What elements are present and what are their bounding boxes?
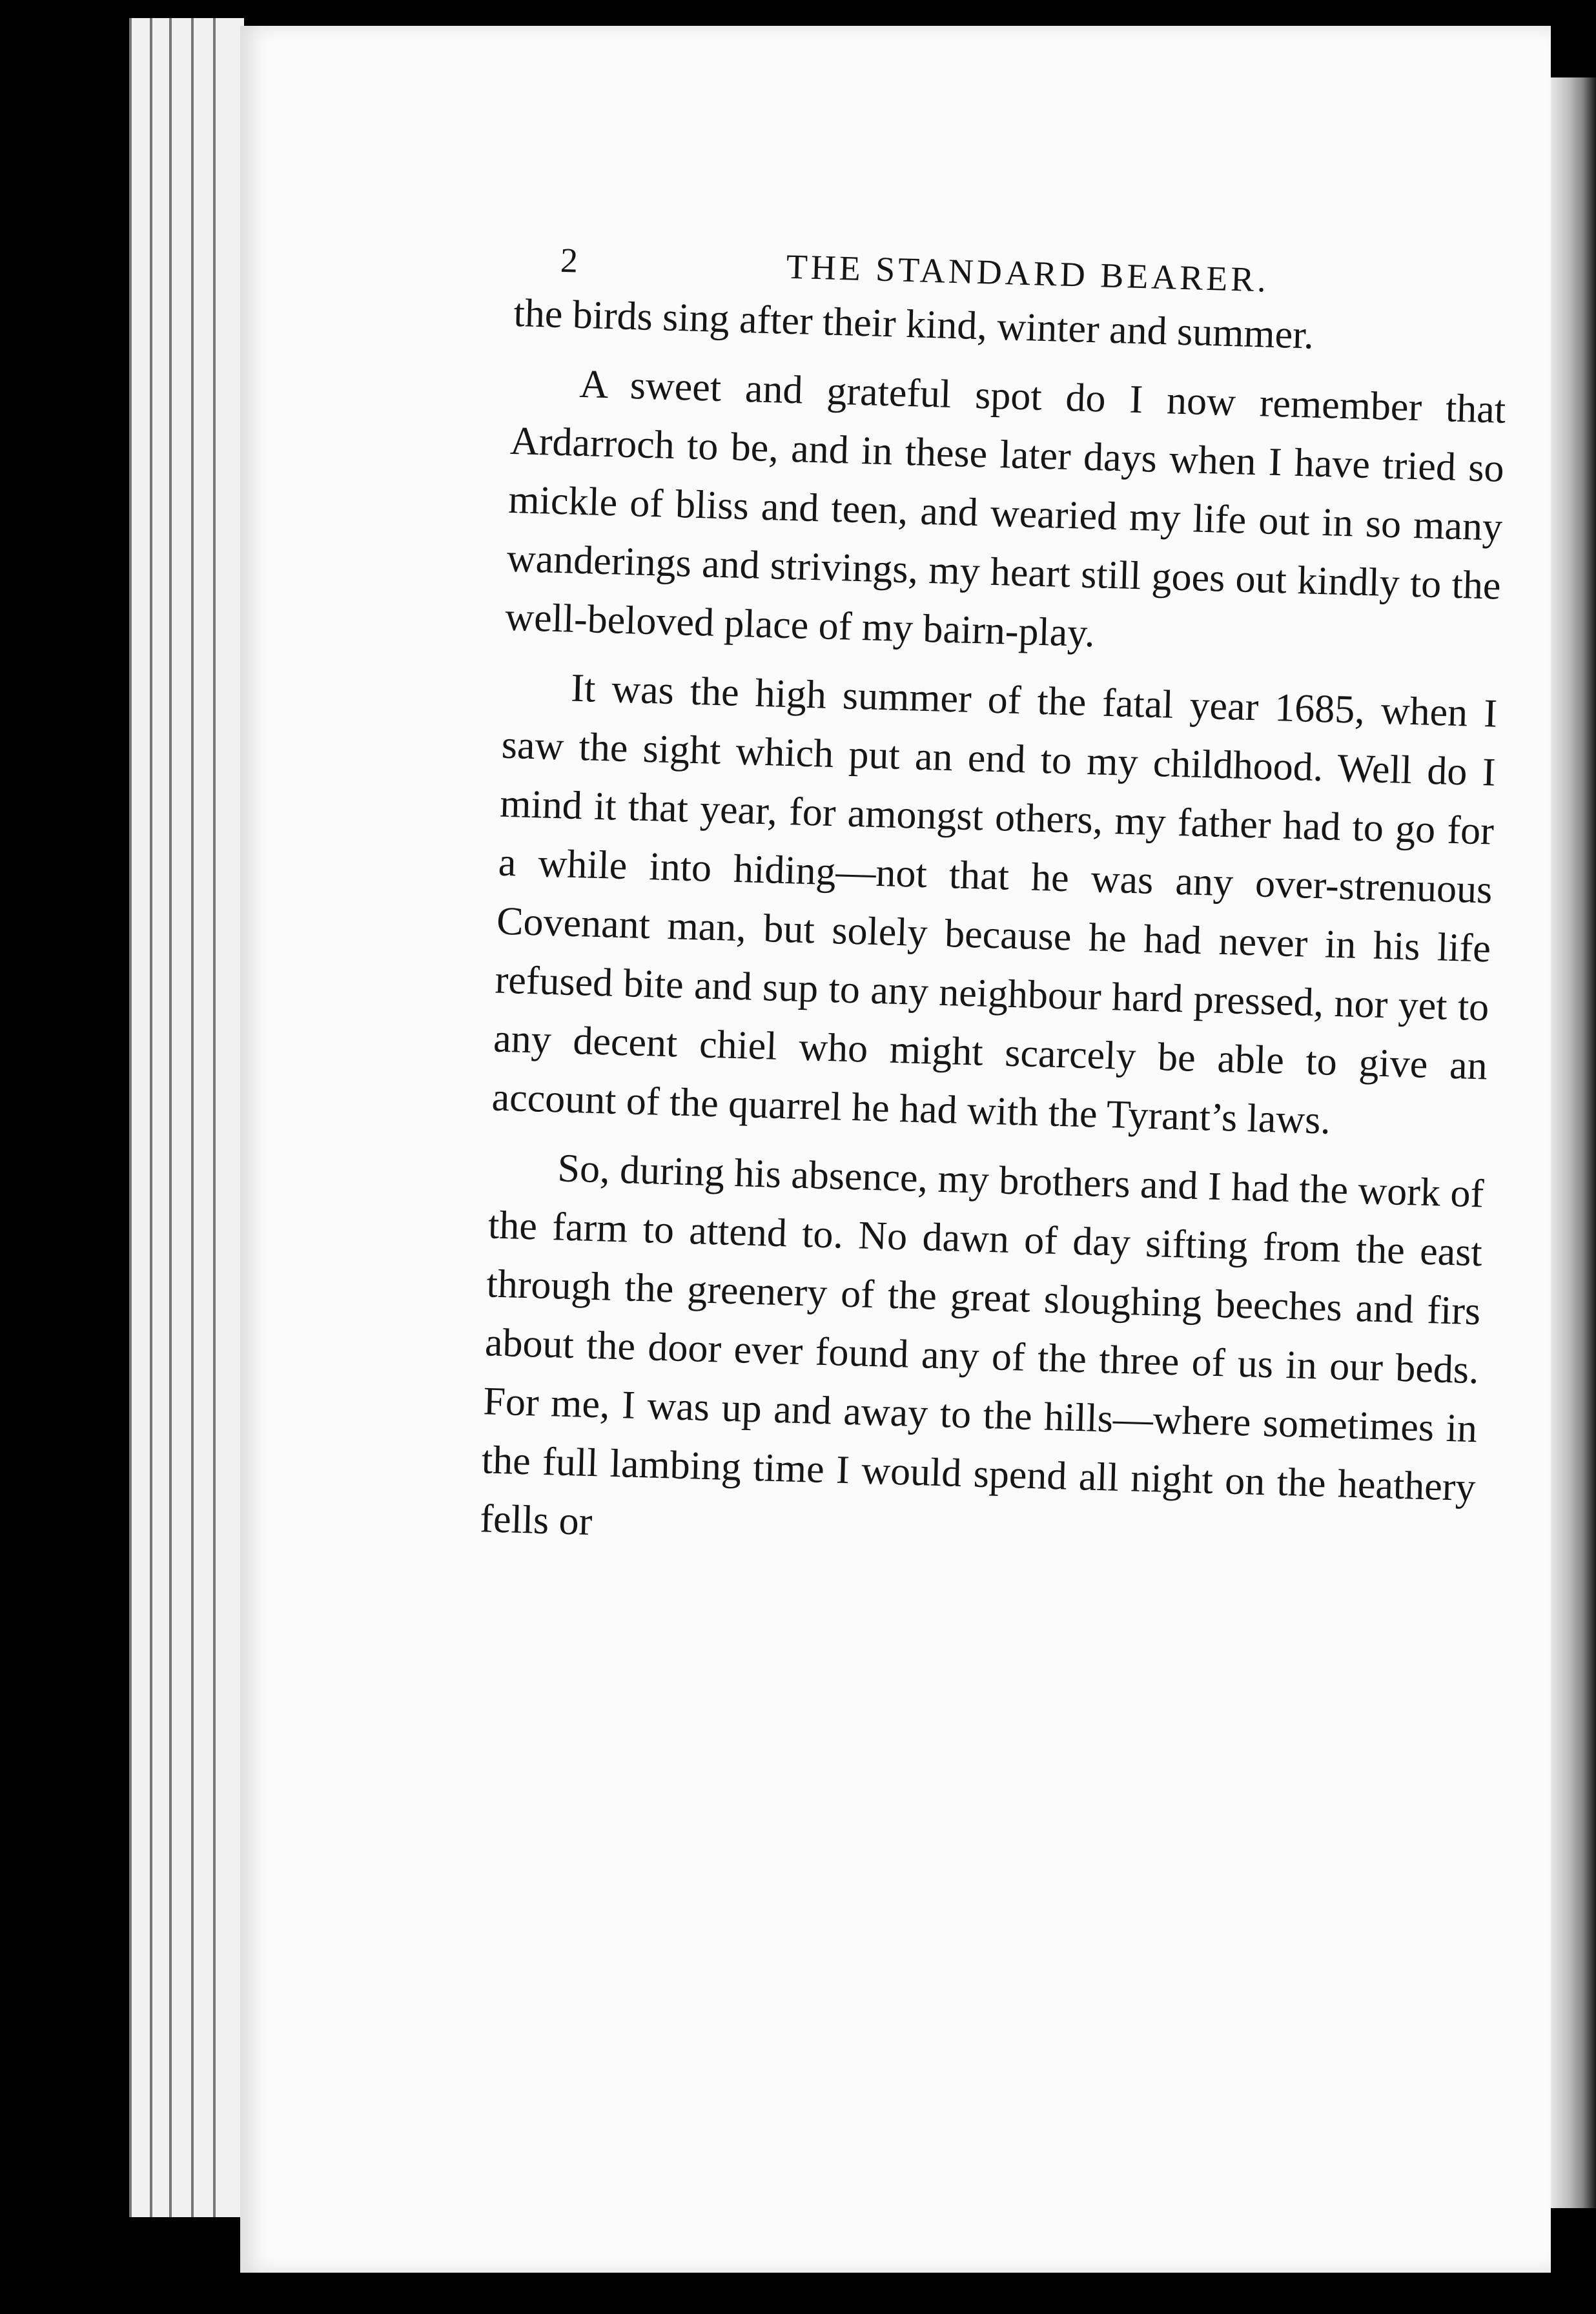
body-text: [479, 284, 1508, 1576]
paragraph: It was the high summer of the fatal year 1685, when I saw the sight which put an end to my childhood. Well do I mind it that year, for amongst others, my father had to go for a while into hiding—not that he was any over-strenuous Covenant man, but solely because he had never in his life refused bite and sup to any neighbour hard pressed, nor yet to any decent chiel who might scarcely be able to give an account of the quarrel he had with the Tyrant’s laws.: [491, 666, 1498, 1143]
binding-shadow: [1551, 77, 1596, 2208]
page-content: [479, 213, 1511, 1586]
page-edge: [213, 18, 244, 2217]
paragraph: the birds sing after their kind, winter and summer.: [513, 291, 1315, 358]
page-number: 2: [560, 240, 582, 280]
paragraph: A sweet and grateful spot do I now remember that Ardarroch to be, and in these later days when I have tried so mickle of bliss and teen, and wearied my life out in so many wanderings and strivings, my heart still goes out kindly to the well-beloved place of my bairn-play.: [504, 362, 1507, 656]
paragraph: So, during his absence, my brothers and I had the work of the farm to attend to. No dawn of day sifting from the east through the greenery of the great sloughing beeches and firs about the door ever found any of the three of us in our beds. For me, I was up and away to the hills—where sometimes in the full lambing time I would spend all night on the heathery fells or: [479, 1146, 1485, 1544]
running-title: THE STANDARD BEARER.: [786, 247, 1270, 300]
